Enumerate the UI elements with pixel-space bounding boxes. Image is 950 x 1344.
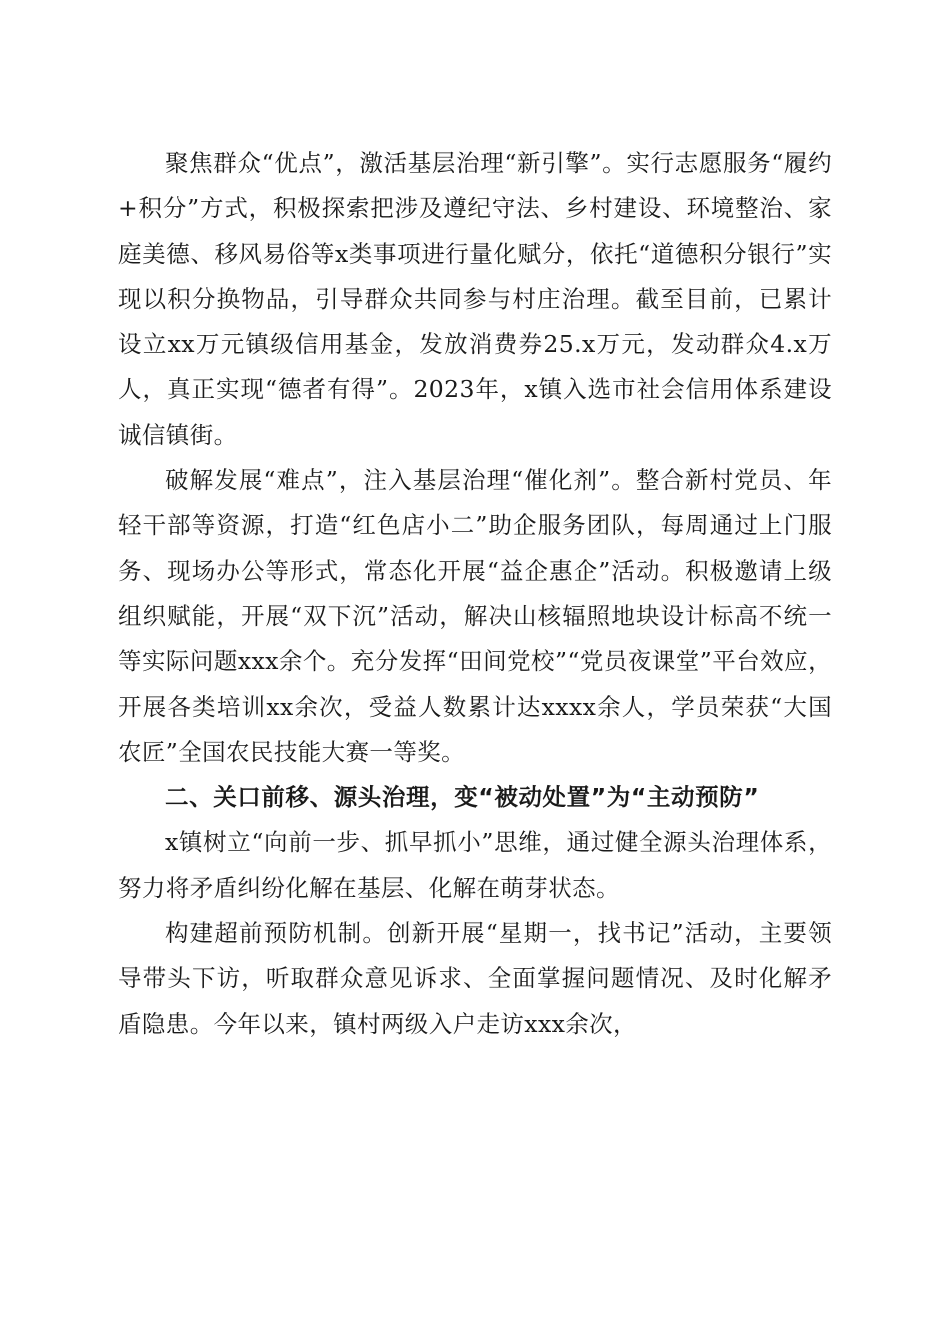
- paragraph-source-governance: x镇树立“向前一步、抓早抓小”思维，通过健全源头治理体系，努力将矛盾纠纷化解在基层、化解在萌芽状态。: [118, 828, 832, 902]
- document-body: [118, 141, 832, 1047]
- paragraph-credit-points: 聚焦群众“优点”，激活基层治理“新引擎”。实行志愿服务“履约+积分”方式，积极探索把涉及遵纪守法、乡村建设、环境整治、家庭美德、移风易俗等x类事项进行量化赋分，依托“道德积分银行”实现以积分换物品，引导群众共同参与村庄治理。截至目前，已累计设立xx万元镇级信用基金，发放消费券25.x万元，发动群众4.x万人，真正实现“德者有得”。2023年，x镇入选市社会信用体系建设诚信镇街。: [118, 149, 832, 449]
- paragraph-enterprise-service: 破解发展“难点”，注入基层治理“催化剂”。整合新村党员、年轻干部等资源，打造“红色店小二”助企服务团队，每周通过上门服务、现场办公等形式，常态化开展“益企惠企”活动。积极邀请上级组织赋能，开展“双下沉”活动，解决山核辐照地块设计标高不统一等实际问题xxx余个。充分发挥“田间党校”“党员夜课堂”平台效应，开展各类培训xx余次，受益人数累计达xxxx余人，学员荣获“大国农匠”全国农民技能大赛一等奖。: [118, 466, 832, 766]
- section-heading-2: 二、关口前移、源头治理，变“被动处置”为“主动预防”: [165, 783, 760, 812]
- paragraph-prevention-mechanism: 构建超前预防机制。创新开展“星期一，找书记”活动，主要领导带头下访，听取群众意见诉求、全面掌握问题情况、及时化解矛盾隐患。今年以来，镇村两级入户走访xxx余次，: [118, 919, 832, 1038]
